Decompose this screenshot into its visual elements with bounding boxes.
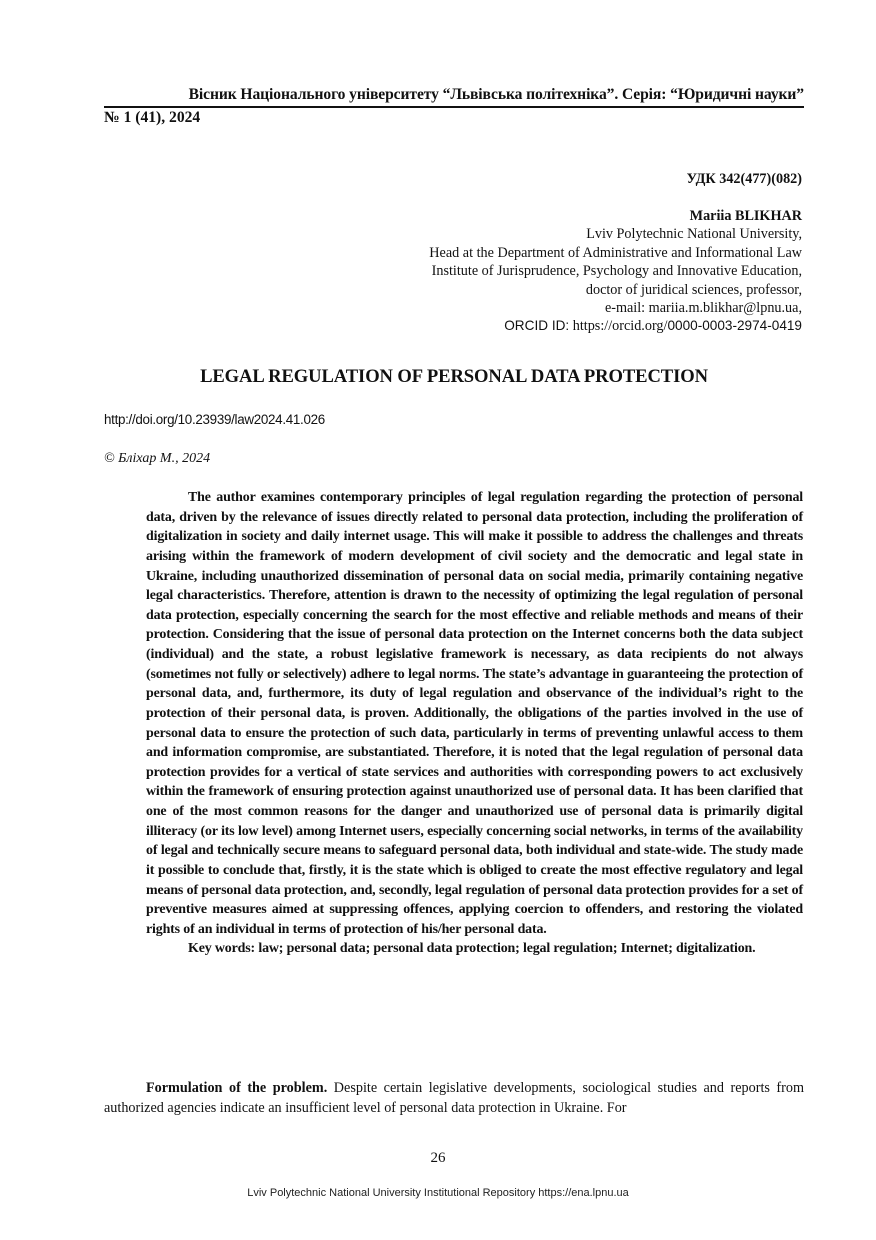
affiliation-line: Lviv Polytechnic National University, bbox=[586, 226, 802, 243]
affiliation-line: doctor of juridical sciences, professor, bbox=[585, 281, 802, 298]
body-text bbox=[104, 1079, 804, 1118]
copyright-notice: © Бліхар М., 2024 bbox=[104, 451, 211, 466]
author-name: Mariia BLIKHAR bbox=[689, 208, 802, 224]
section-lead: Formulation of the problem. bbox=[146, 1080, 328, 1096]
abstract-text: The author examines contemporary principles of legal regulation regarding the protection of personal data, driven by the relevance of issues directly related to personal data protection, including the proliferation of digitalization in society and daily internet usage. This will make it possible to address the challenges and threats arising within the framework of modern development of civil society and the democratic and legal state in Ukraine, including unauthorized dissemination of personal data on social media, primarily containing negative legal characteristics. Therefore, attention is drawn to the necessity of optimizing the legal regulation of personal data protection, especially concerning the search for the most effective and reliable methods and means of their protection. Considering that the issue of personal data protection on the Internet concerns both the data subject (individual) and the state, a robust legislative framework is necessary, as data recipients do not always (sometimes not fully or selectively) adhere to legal norms. The state’s advantage in guaranteeing the protection of personal data, and, furthermore, its duty of legal regulation and observance of the individual’s right to the protection of their personal data, is proven. Additionally, the obligations of the parties involved in the use of personal data to ensure the protection of such data, particularly in terms of preventing unlawful access to them and information compromise, are substantiated. Therefore, it is noted that the legal regulation of personal data protection provides for a vertical of state services and authorities with corresponding powers to act exclusively within the framework of ensuring protection against unauthorized use of personal data. It has been clarified that one of the most common reasons for the danger and unauthorized use of personal data is primarily digital illiteracy (or its low level) among Internet users, especially concerning social networks, in terms of the availability of legal and technically secure means to safeguard personal data, both individual and state-wide. The study made it possible to conclude that, firstly, it is the state which is obliged to create the most effective regulatory and legal means of personal data protection, and, secondly, legal regulation of personal data protection provides for a set of preventive measures aimed at suppressing offences, applying coercion to offenders, and restoring the violated rights of an individual in terms of protection of his/her personal data. bbox=[146, 490, 803, 937]
orcid-url-prefix[interactable]: https://orcid.org/ bbox=[569, 318, 668, 335]
author-block bbox=[429, 207, 802, 336]
paragraph-text: Despite certain legislative developments, sociological studies and reports from authorized agencies indicate an insufficient level of personal data protection in Ukraine. For bbox=[104, 1080, 805, 1116]
orcid-line[interactable] bbox=[429, 317, 802, 335]
affiliation-line: Institute of Jurisprudence, Psychology and Innovative Education, bbox=[431, 263, 802, 280]
header-rule bbox=[104, 106, 804, 108]
page-number: 26 bbox=[430, 1150, 446, 1166]
author-email[interactable]: e-mail: mariia.m.blikhar@lpnu.ua, bbox=[604, 300, 802, 317]
abstract bbox=[146, 488, 803, 959]
doi-link[interactable]: http://doi.org/10.23939/law2024.41.026 bbox=[104, 412, 325, 427]
repository-footer: Lviv Polytechnic National University Institutional Repository https://ena.lpnu.ua bbox=[247, 1187, 629, 1199]
journal-running-head: Вісник Національного університету “Львівська політехніка”. Серія: “Юридичні науки” bbox=[188, 86, 804, 103]
orcid-label: ORCID ID: bbox=[504, 318, 570, 334]
body-paragraph bbox=[104, 1079, 804, 1118]
affiliation-line: Head at the Department of Administrative and Informational Law bbox=[429, 244, 802, 261]
keywords: Key words: law; personal data; personal data protection; legal regulation; Internet; digitalization. bbox=[188, 941, 756, 957]
udk-code: УДК 342(477)(082) bbox=[686, 171, 802, 187]
article-title: LEGAL REGULATION OF PERSONAL DATA PROTECTION bbox=[200, 366, 708, 387]
issue-number: № 1 (41), 2024 bbox=[104, 109, 201, 126]
orcid-id[interactable]: 0000-0003-2974-0419 bbox=[667, 318, 802, 334]
